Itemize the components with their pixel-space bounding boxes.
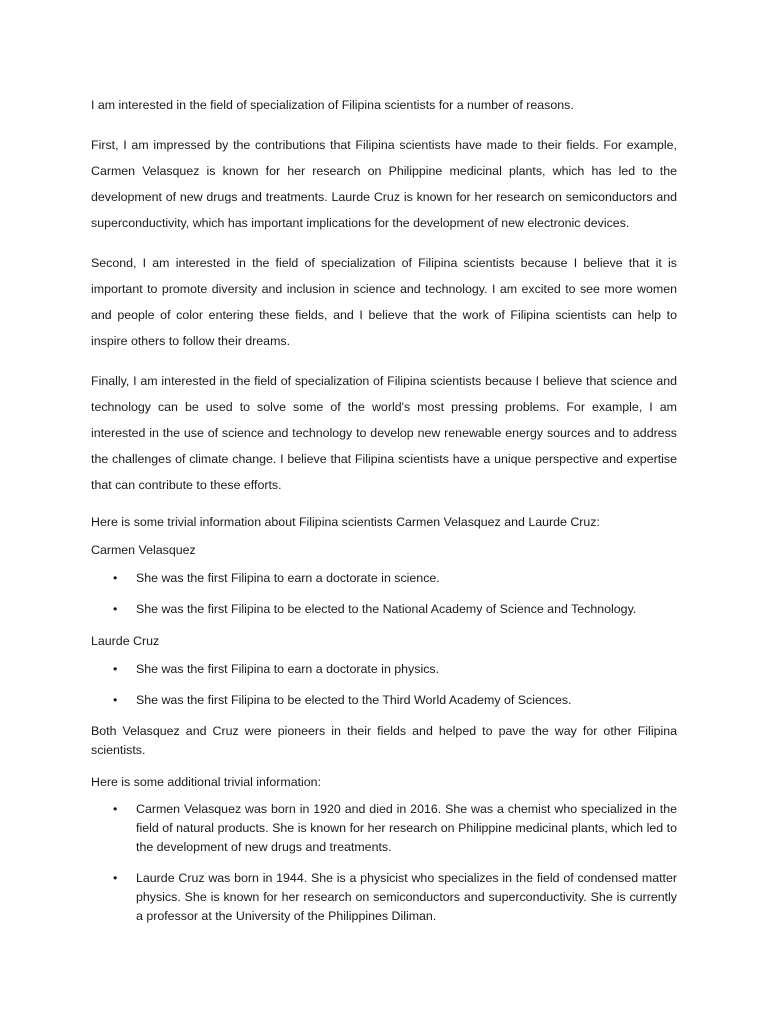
additional-list <box>91 800 677 926</box>
contributions-paragraph: First, I am impressed by the contributions that Filipina scientists have made to their fields. For example, Carmen Velasquez is known for her research on Philippine medicinal plants, which has led to the development of new drugs and treatments. Laurde Cruz is known for her research on semiconductors and superconductivity, which has important implications for the development of new electronic devices. <box>91 138 677 230</box>
list-item-text: She was the first Filipina to earn a doctorate in physics. <box>136 662 440 676</box>
cruz-heading: Laurde Cruz <box>91 634 160 648</box>
pioneers-paragraph: Both Velasquez and Cruz were pioneers in their fields and helped to pave the way for other Filipina scientists. <box>91 724 677 757</box>
bullet-icon: • <box>113 662 118 676</box>
trivia-intro: Here is some trivial information about Filipina scientists Carmen Velasquez and Laurde Cruz: <box>91 515 600 529</box>
list-item-text: Carmen Velasquez was born in 1920 and died in 2016. She was a chemist who specialized in the field of natural products. She is known for her research on Philippine medicinal plants, which led to the development of new drugs and treatments. <box>136 802 677 854</box>
additional-heading: Here is some additional trivial information: <box>91 775 322 789</box>
list-item-text: She was the first Filipina to be elected to the Third World Academy of Sciences. <box>136 693 572 707</box>
diversity-paragraph: Second, I am interested in the field of specialization of Filipina scientists because I believe that it is important to promote diversity and inclusion in science and technology. I am excited to see more women and people of color entering these fields, and I believe that the work of Filipina scientists can help to inspire others to follow their dreams. <box>91 256 677 348</box>
list-item <box>91 659 677 679</box>
bullet-icon: • <box>113 802 118 816</box>
list-item-text: She was the first Filipina to earn a doctorate in science. <box>136 571 440 585</box>
problems-paragraph: Finally, I am interested in the field of specialization of Filipina scientists because I believe that science and technology can be used to solve some of the world's most pressing problems. For example, I am interested in the use of science and technology to develop new renewable energy sources and to address the challenges of climate change. I believe that Filipina scientists have a unique perspective and expertise that can contribute to these efforts. <box>91 374 677 492</box>
list-item <box>91 869 677 926</box>
list-item-text: She was the first Filipina to be elected to the National Academy of Science and Technology. <box>136 602 637 616</box>
list-item-text: Laurde Cruz was born in 1944. She is a physicist who specializes in the field of condensed matter physics. She is known for her research on semiconductors and superconductivity. She is currently a professor at the University of the Philippines Diliman. <box>136 871 677 923</box>
list-item <box>91 568 677 588</box>
bullet-icon: • <box>113 602 118 616</box>
bullet-icon: • <box>113 571 118 585</box>
intro-paragraph: I am interested in the field of specialization of Filipina scientists for a number of reasons. <box>91 98 574 112</box>
document-page <box>91 92 677 938</box>
list-item <box>91 599 677 619</box>
bullet-icon: • <box>113 871 118 885</box>
bullet-icon: • <box>113 693 118 707</box>
cruz-list <box>91 659 677 710</box>
list-item <box>91 690 677 710</box>
velasquez-list <box>91 568 677 619</box>
list-item <box>91 800 677 857</box>
velasquez-heading: Carmen Velasquez <box>91 543 196 557</box>
